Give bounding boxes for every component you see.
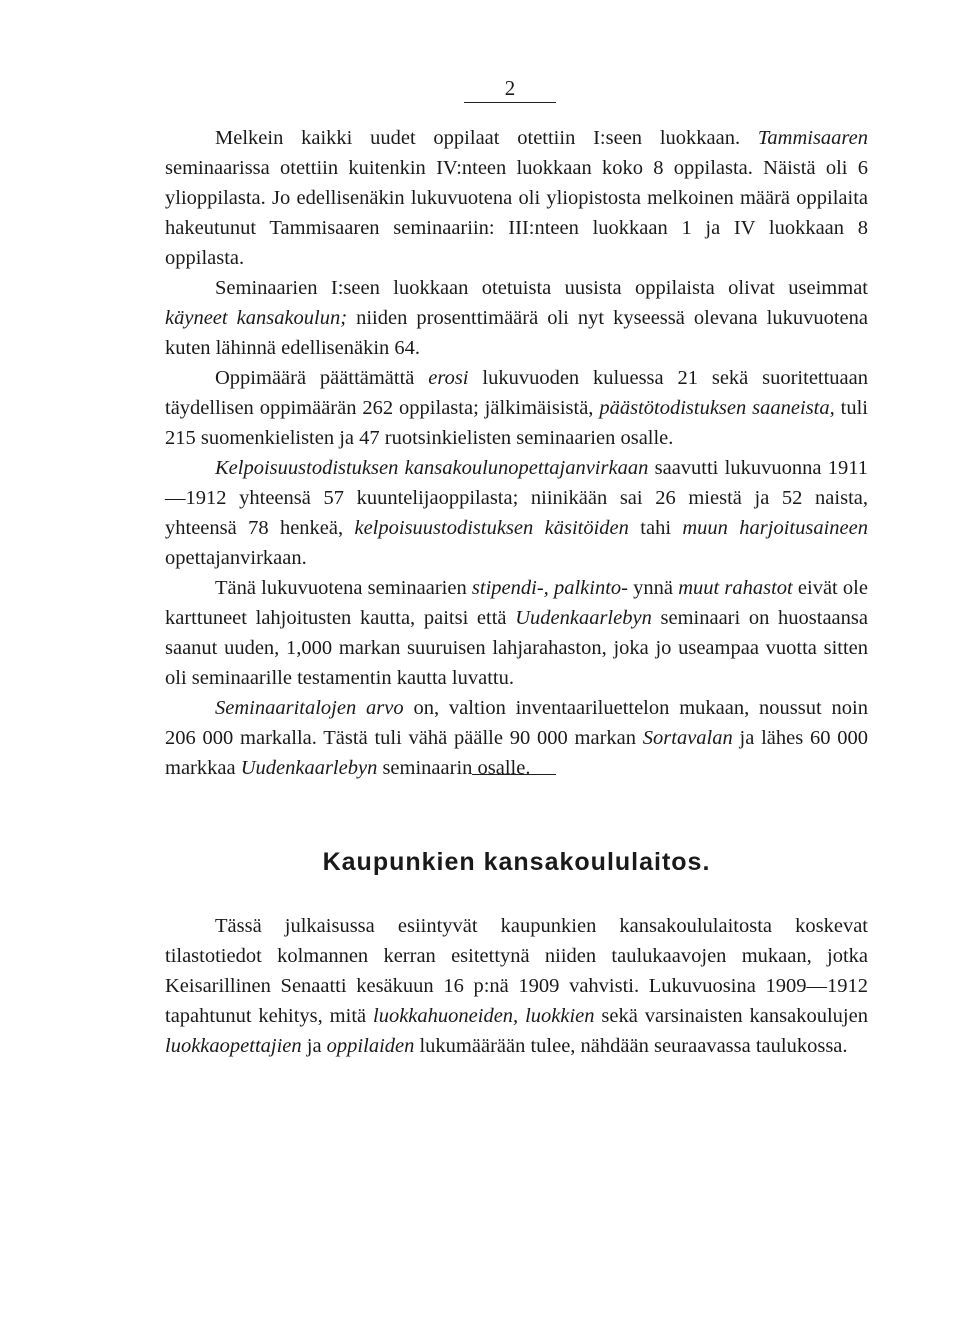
text-run: saavutti lukuvuonna 1911—1912 yhteensä 57 kuuntelijaoppilasta; niinikään sai 26 miestä ja 52 naista, yhteensä 78 henkeä, — [165, 457, 868, 539]
text-run: Oppimäärä päättämättä — [215, 367, 429, 389]
paragraph — [165, 363, 868, 453]
italic-run: Uudenkaarlebyn — [515, 607, 652, 629]
text-run: tuli 215 suomenkielisten ja 47 ruotsinkielisten seminaarien osalle. — [165, 397, 868, 449]
italic-run: käyneet kansakoulun; — [165, 307, 348, 329]
italic-run: päästötodistuksen saaneista, — [599, 397, 835, 419]
paragraph — [165, 573, 868, 693]
italic-run: muun harjoitusaineen — [682, 517, 868, 539]
italic-run: Seminaaritalojen arvo — [215, 697, 404, 719]
text-run: Tässä julkaisussa esiintyvät kaupunkien kansakoululaitosta koskevat tilastotiedot kolmannen kerran esitettynä niiden taulukaavojen mukaan, jotka Keisarillinen Senaatti kesäkuun 16 p:nä 1909 vahvisti. Lukuvuosina 1909—1912 tapahtunut kehitys, mitä — [165, 915, 868, 1027]
text-run: Seminaarien I:seen luokkaan otetuista uusista oppilaista olivat useimmat — [215, 277, 868, 299]
intro-section-body — [165, 123, 868, 783]
text-run: seminaari on huostaansa saanut uuden, 1,000 markan suuruisen lahjarahaston, joka jo useampaa vuotta sitten oli seminaarille testamentin kautta luvattu. — [165, 607, 868, 689]
italic-run: Uudenkaarlebyn — [240, 757, 378, 779]
paragraph — [165, 693, 868, 783]
section-divider — [472, 774, 556, 775]
text-run: eivät ole karttuneet lahjoitusten kautta, paitsi että — [165, 577, 868, 629]
text-run: Tänä lukuvuotena seminaarien — [215, 577, 472, 599]
italic-run: Kelpoisuustodistuksen kansakoulunopettajanvirkaan — [215, 457, 649, 479]
text-run: niiden prosenttimäärä oli nyt kyseessä olevana lukuvuotena kuten lähinnä edellisenäkin 64. — [165, 307, 868, 359]
paragraph — [165, 453, 868, 573]
italic-run: Sortavalan — [642, 727, 733, 749]
text-run: lukumäärään tulee, nähdään seuraavassa taulukossa. — [414, 1035, 848, 1057]
italic-run: erosi — [428, 367, 469, 389]
text-run: seminaarin osalle. — [377, 757, 531, 779]
text-run: ynnä — [627, 577, 679, 599]
text-run: Melkein kaikki uudet oppilaat otettiin I:seen luokkaan. — [215, 127, 758, 149]
city-schools-section-body — [165, 911, 868, 1061]
text-run: on, valtion inventaariluettelon mukaan, noussut noin 206 000 markalla. Tästä tuli vähä päälle 90 000 markan — [165, 697, 868, 749]
text-run: tahi — [628, 517, 683, 539]
text-run: sekä varsinaisten kansakoulujen — [594, 1005, 868, 1027]
paragraph — [165, 123, 868, 273]
italic-run: kelpoisuustodistuksen käsitöiden — [354, 517, 629, 539]
text-run: lukuvuoden kuluessa 21 sekä suoritettuaan täydellisen oppimäärän 262 oppilasta; jälkimäisistä, — [165, 367, 869, 419]
section-heading: Kaupunkien kansakoululaitos. — [322, 848, 711, 876]
text-run: opettajanvirkaan. — [165, 547, 307, 569]
italic-run: muut rahastot — [678, 577, 793, 599]
italic-run: Tammisaaren — [757, 127, 868, 149]
page-number-rule — [464, 102, 556, 103]
italic-run: stipendi-, palkinto- — [471, 577, 628, 599]
text-run: ja lähes 60 000 markkaa — [165, 727, 868, 779]
paragraph — [165, 273, 868, 363]
page-number: 2 — [504, 76, 516, 100]
text-run: seminaarissa otettiin kuitenkin IV:nteen luokkaan koko 8 oppilasta. Näistä oli 6 ylioppilasta. Jo edellisenäkin lukuvuotena oli yliopistosta melkoinen määrä oppilaita hakeutunut Tammisaaren seminaariin: III:nteen luokkaan 1 ja IV luokkaan 8 oppilasta. — [165, 157, 868, 269]
italic-run: oppilaiden — [326, 1035, 415, 1057]
paragraph — [165, 911, 868, 1061]
italic-run: luokkahuoneiden, luokkien — [373, 1005, 595, 1027]
italic-run: luokkaopettajien — [165, 1035, 302, 1057]
text-run: ja — [301, 1035, 327, 1057]
